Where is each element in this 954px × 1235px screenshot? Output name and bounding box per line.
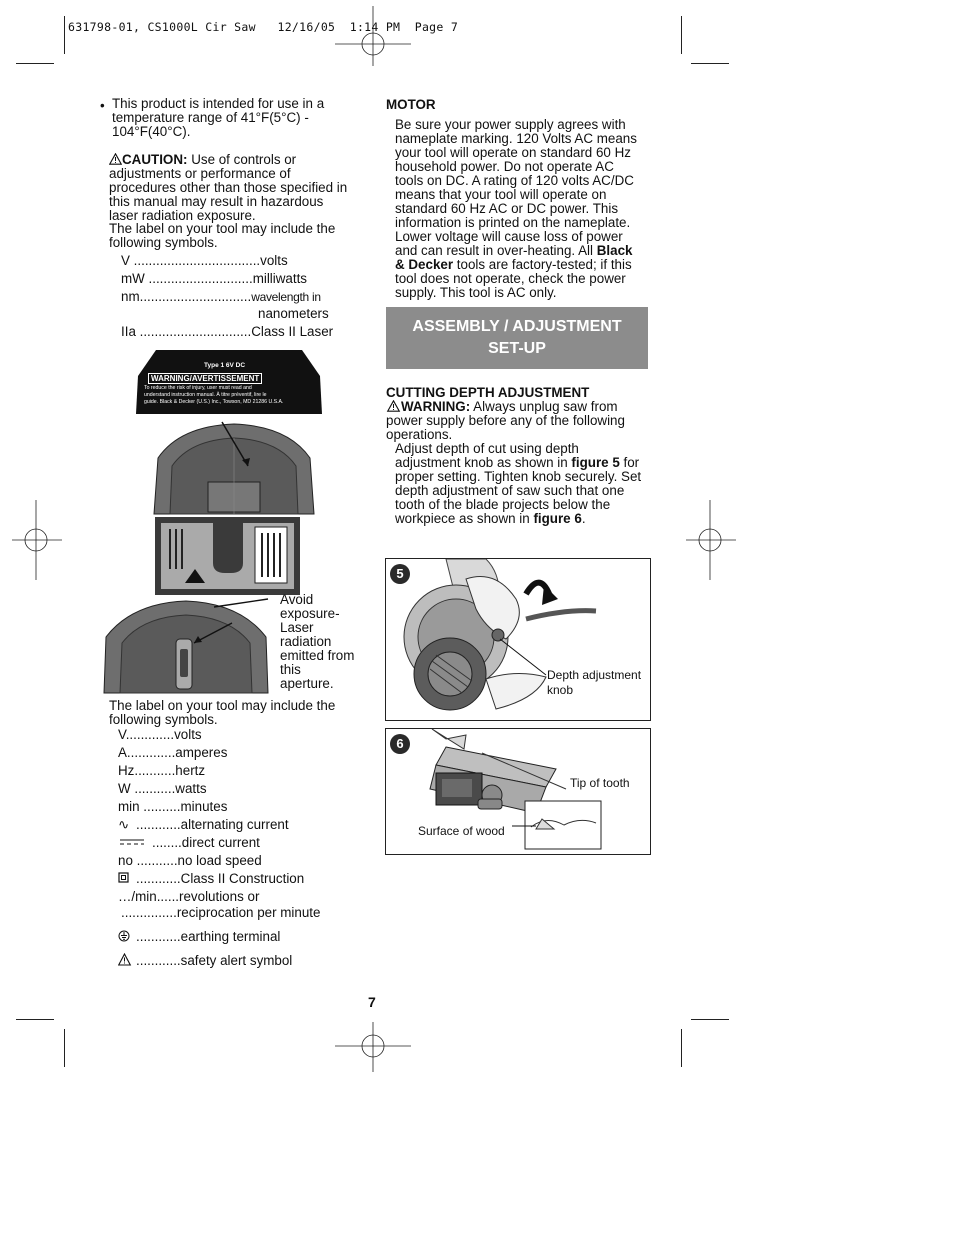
text-line: Avoid: [280, 592, 314, 607]
section-title: SET-UP: [488, 340, 546, 357]
laser-symbol-row: [121, 325, 333, 339]
symbol-code: no ...........: [118, 853, 178, 868]
warning-label-graphic: [134, 348, 324, 416]
class-ii-construction-icon: [118, 872, 136, 884]
text-line: supply. This tool is AC only.: [395, 285, 557, 300]
laser-symbol-row: [121, 254, 288, 268]
text-line: Adjust depth of cut using depth: [395, 441, 579, 456]
laser-symbol-row: [258, 307, 329, 321]
symbol-code: V ..................................: [121, 253, 261, 268]
symbol-meaning: safety alert symbol: [180, 953, 293, 968]
direct-current-icon: [118, 837, 148, 847]
text-line: tool does not operate, check the power: [395, 271, 626, 286]
aperture-callout: [280, 593, 370, 691]
crop-mark: [691, 63, 729, 64]
text-line: operations.: [386, 427, 453, 442]
text-line: emitted from: [280, 648, 355, 663]
safety-alert-icon: [386, 400, 401, 412]
label-intro-tool: [109, 699, 379, 727]
print-slug: 631798-01, CS1000L Cir Saw 12/16/05 1:14 PM Page 7: [68, 20, 459, 34]
adjust-paragraph: [395, 442, 657, 526]
text-line: this: [280, 662, 301, 677]
figure-5: [385, 558, 651, 721]
symbol-code: ............: [136, 871, 181, 886]
figure-reference: figure 5: [571, 455, 620, 470]
crop-mark: [64, 16, 65, 54]
registration-mark-top: [335, 6, 411, 66]
text-line: .: [581, 511, 586, 526]
laser-symbol-row: [121, 290, 321, 304]
crop-mark: [681, 1029, 682, 1067]
symbol-meaning: Class II Laser: [251, 324, 334, 339]
tip-of-tooth-callout: Tip of tooth: [570, 776, 630, 790]
text-line: household power. Do not operate AC: [395, 159, 614, 174]
caution-label: CAUTION:: [122, 152, 188, 167]
warning-paragraph: [386, 400, 656, 442]
symbol-row: [118, 854, 262, 868]
symbol-row: [118, 953, 292, 968]
laser-label-plate: [155, 517, 300, 595]
text-line: your tool will operate on standard 60 Hz: [395, 145, 631, 160]
symbol-row: [118, 800, 227, 814]
crop-mark: [64, 1029, 65, 1067]
symbol-row: [118, 764, 205, 778]
symbol-code: IIa ..............................: [121, 324, 252, 339]
text-line: exposure-: [280, 606, 340, 621]
text-line: Depth adjustment: [547, 668, 642, 682]
label-intro-laser: [109, 222, 379, 250]
symbol-row: [121, 906, 320, 920]
symbol-code: A.............: [118, 745, 176, 760]
crop-mark: [691, 1019, 729, 1020]
motor-heading: MOTOR: [386, 97, 436, 112]
symbol-row: [118, 782, 207, 796]
registration-mark-left: [12, 500, 62, 580]
symbol-meaning: volts: [260, 253, 288, 268]
warning-body: [144, 385, 319, 406]
text-line: and can result in over-heating. All: [395, 243, 597, 258]
symbol-code: nm..............................: [121, 289, 252, 304]
text-line: workpiece as shown in: [395, 511, 534, 526]
brand-name: & Decker: [395, 257, 454, 272]
safety-alert-icon: [109, 153, 122, 165]
symbol-row: [118, 930, 280, 944]
text-line: following symbols.: [109, 712, 218, 727]
symbol-code: ........: [152, 835, 182, 850]
text-line: To reduce the risk of injury, user must read and: [144, 385, 252, 391]
text-line: radiation: [280, 634, 332, 649]
saw-guard-illustration-bottom: [102, 593, 270, 695]
symbol-code: Hz...........: [118, 763, 176, 778]
text-line: understand instruction manual. À titre préventif, lire le: [144, 392, 267, 398]
symbol-meaning: minutes: [180, 799, 228, 814]
symbol-meaning: earthing terminal: [180, 929, 281, 944]
text-line: The label on your tool may include the: [109, 698, 336, 713]
earthing-terminal-icon: [118, 930, 136, 942]
crop-mark: [16, 63, 54, 64]
safety-alert-icon: [118, 953, 136, 966]
figure-reference: figure 6: [533, 511, 582, 526]
motor-paragraph: [395, 118, 657, 300]
symbol-code: mW ............................: [121, 271, 253, 286]
symbol-code: ............: [136, 953, 181, 968]
symbol-meaning: nanometers: [258, 306, 329, 321]
text-line: guide. Black & Decker (U.S.) Inc., Towson, MD 21286 U.S.A.: [144, 399, 284, 405]
text-line: power supply before any of the following: [386, 413, 625, 428]
symbol-meaning: hertz: [175, 763, 206, 778]
text-line: information is printed on the nameplate.: [395, 215, 631, 230]
symbol-row: [118, 872, 304, 886]
text-line: tools are factory-tested; if this: [453, 257, 632, 272]
text-line: Be sure your power supply agrees with: [395, 117, 626, 132]
text-line: procedures other than those specified in: [109, 180, 348, 195]
text-line: means that your tool will operate on: [395, 187, 607, 202]
symbol-meaning: wavelength in: [251, 290, 321, 304]
laser-symbol-row: [121, 272, 307, 286]
caution-paragraph: [109, 153, 379, 223]
text-line: tooth of the blade projects below the: [395, 497, 611, 512]
symbol-row: [118, 818, 289, 832]
brand-name: Black: [596, 243, 633, 258]
symbol-code: min ..........: [118, 799, 181, 814]
symbol-row: [118, 890, 259, 904]
text-line: for: [619, 455, 640, 470]
symbol-meaning: alternating current: [180, 817, 289, 832]
warning-label: WARNING:: [401, 399, 471, 414]
text-line: Lower voltage will cause loss of power: [395, 229, 623, 244]
text-line: nameplate marking. 120 Volts AC means: [395, 131, 637, 146]
text-line: The label on your tool may include the: [109, 221, 336, 236]
warning-title: WARNING/AVERTISSEMENT: [148, 373, 262, 384]
temperature-note: [112, 97, 372, 139]
figure-6: [385, 728, 651, 855]
symbol-meaning: watts: [175, 781, 207, 796]
symbol-code: …/min......: [118, 889, 180, 904]
warning-type-line: Type 1 6V DC: [204, 362, 246, 369]
symbol-meaning: direct current: [181, 835, 260, 850]
registration-mark-bottom: [335, 1022, 411, 1072]
text-line: temperature range of 41°F(5°C) -: [112, 110, 309, 125]
symbol-meaning: reciprocation per minute: [176, 905, 321, 920]
depth-knob-callout: [547, 668, 641, 698]
symbol-meaning: milliwatts: [252, 271, 307, 286]
text-line: proper setting. Tighten knob securely. Set: [395, 469, 642, 484]
saw-guard-illustration-top: [150, 418, 318, 516]
symbol-code: ............: [136, 817, 181, 832]
text-line: 104°F(40°C).: [112, 124, 191, 139]
section-banner: [386, 307, 648, 369]
text-line: standard 60 Hz AC or DC power. This: [395, 201, 619, 216]
symbol-meaning: Class II Construction: [180, 871, 305, 886]
text-line: Always unplug saw from: [473, 399, 618, 414]
section-title: ASSEMBLY / ADJUSTMENT: [412, 318, 622, 335]
figure-number-badge: 5: [390, 564, 410, 584]
symbol-code: ...............: [121, 905, 177, 920]
text-line: aperture.: [280, 676, 334, 691]
symbol-code: W ...........: [118, 781, 176, 796]
text-line: knob: [547, 683, 574, 697]
symbol-code: V.............: [118, 727, 175, 742]
page-number: 7: [368, 994, 376, 1010]
symbol-meaning: no load speed: [177, 853, 262, 868]
symbol-meaning: amperes: [175, 745, 228, 760]
text-line: adjustment knob as shown in: [395, 455, 572, 470]
text-line: laser radiation exposure.: [109, 208, 256, 223]
text-line: following symbols.: [109, 235, 218, 250]
crop-mark: [681, 16, 682, 54]
symbol-row: [118, 836, 260, 850]
depth-heading: CUTTING DEPTH ADJUSTMENT: [386, 385, 590, 400]
symbol-row: [118, 746, 227, 760]
alternating-current-icon: ∿: [118, 817, 130, 832]
symbol-row: [118, 728, 202, 742]
symbol-meaning: volts: [174, 727, 202, 742]
registration-mark-right: [686, 500, 736, 580]
figure-number-badge: 6: [390, 734, 410, 754]
surface-of-wood-callout: Surface of wood: [418, 824, 505, 838]
text-line: This product is intended for use in a: [112, 96, 325, 111]
text-line: Use of controls or: [191, 152, 297, 167]
symbol-code: ............: [136, 929, 181, 944]
text-line: this manual may result in hazardous: [109, 194, 324, 209]
bullet-mark: •: [100, 98, 105, 113]
text-line: tools on DC. A rating of 120 volts AC/DC: [395, 173, 634, 188]
text-line: Laser: [280, 620, 314, 635]
text-line: adjustments or performance of: [109, 166, 291, 181]
symbol-meaning: revolutions or: [179, 889, 260, 904]
text-line: depth adjustment of saw such that one: [395, 483, 625, 498]
crop-mark: [16, 1019, 54, 1020]
